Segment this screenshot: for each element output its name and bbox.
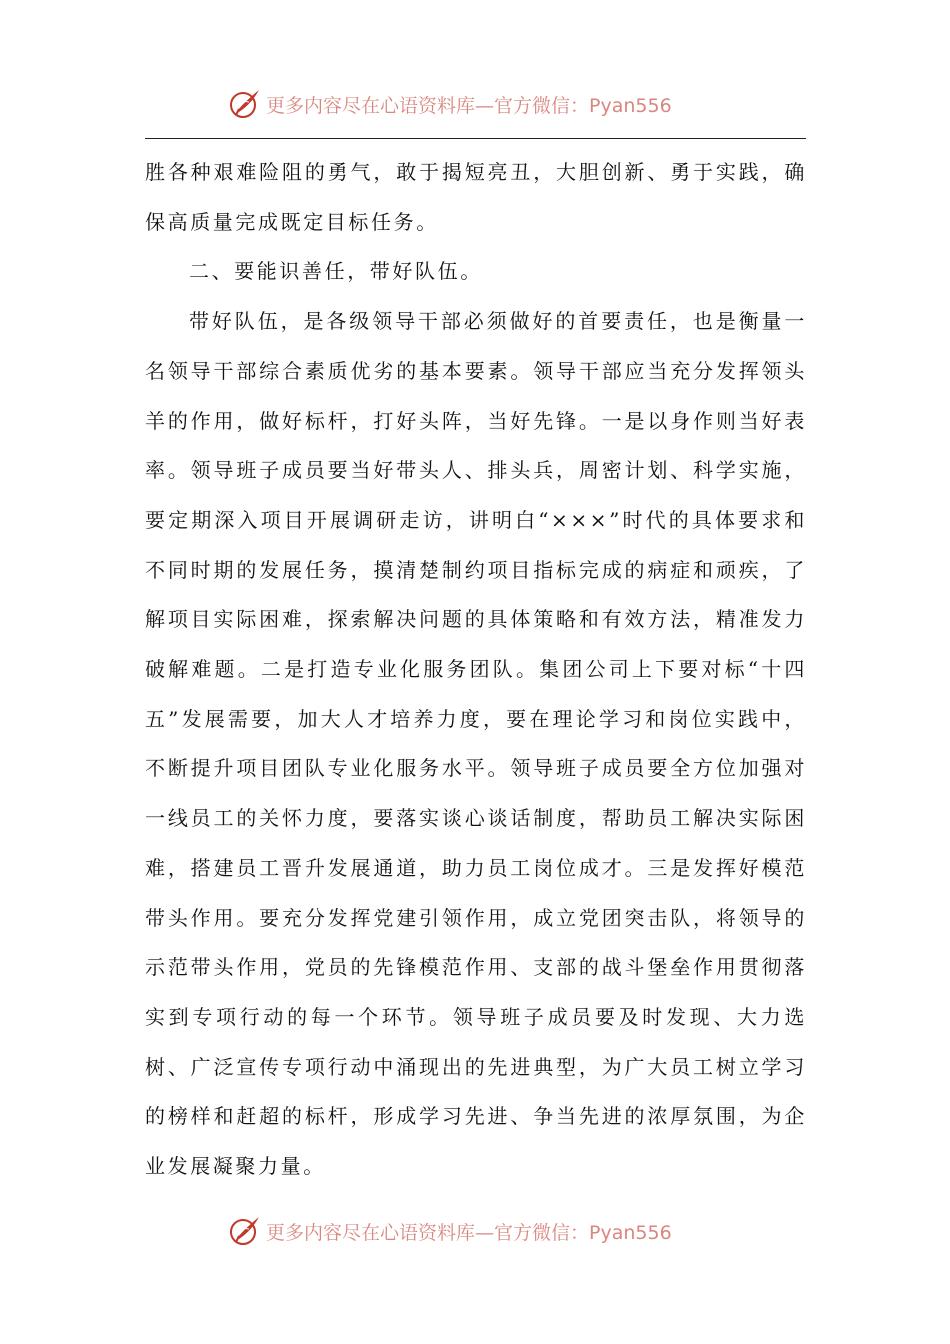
document-body — [145, 148, 807, 1192]
paragraph-main: 带好队伍，是各级领导干部必须做好的首要责任，也是衡量一名领导干部综合素质优劣的基本要素。领导干部应当充分发挥领头羊的作用，做好标杆，打好头阵，当好先锋。一是以身作则当好表率。领导班子成员要当好带头人、排头兵，周密计划、科学实施，要定期深入项目开展调研走访，讲明白“×××”时代的具体要求和不同时期的发展任务，摸清楚制约项目指标完成的病症和顽疾，了解项目实际困难，探索解决问题的具体策略和有效方法，精准发力破解难题。二是打造专业化服务团队。集团公司上下要对标“十四五”发展需要，加大人才培养力度，要在理论学习和岗位实践中，不断提升项目团队专业化服务水平。领导班子成员要全方位加强对一线员工的关怀力度，要落实谈心谈话制度，帮助员工解决实际困难，搭建员工晋升发展通道，助力员工岗位成才。三是发挥好模范带头作用。要充分发挥党建引领作用，成立党团突击队，将领导的示范带头作用，党员的先锋模范作用、支部的战斗堡垒作用贯彻落实到专项行动的每一个环节。领导班子成员要及时发现、大力选树、广泛宣传专项行动中涌现出的先进典型，为广大员工树立学习的榜样和赶超的标杆，形成学习先进、争当先进的浓厚氛围，为企业发展凝聚力量。 — [145, 309, 807, 1179]
watermark-text — [266, 1218, 672, 1245]
watermark-text — [266, 91, 672, 118]
header-watermark — [228, 84, 748, 124]
footer-watermark — [228, 1211, 748, 1251]
watermark-label: 更多内容尽在心语资料库—官方微信： — [266, 94, 590, 117]
watermark-wechat-id: Pyan556 — [589, 1221, 672, 1244]
watermark-wechat-id: Pyan556 — [589, 94, 672, 117]
section-heading: 二、要能识善任，带好队伍。 — [189, 259, 483, 284]
watermark-label: 更多内容尽在心语资料库—官方微信： — [266, 1221, 590, 1244]
quill-logo-icon — [228, 87, 262, 121]
paragraph-continuation: 胜各种艰难险阻的勇气，敢于揭短亮丑，大胆创新、勇于实践，确保高质量完成既定目标任务。 — [145, 160, 807, 234]
header-divider — [145, 138, 806, 139]
quill-logo-icon — [228, 1214, 262, 1248]
